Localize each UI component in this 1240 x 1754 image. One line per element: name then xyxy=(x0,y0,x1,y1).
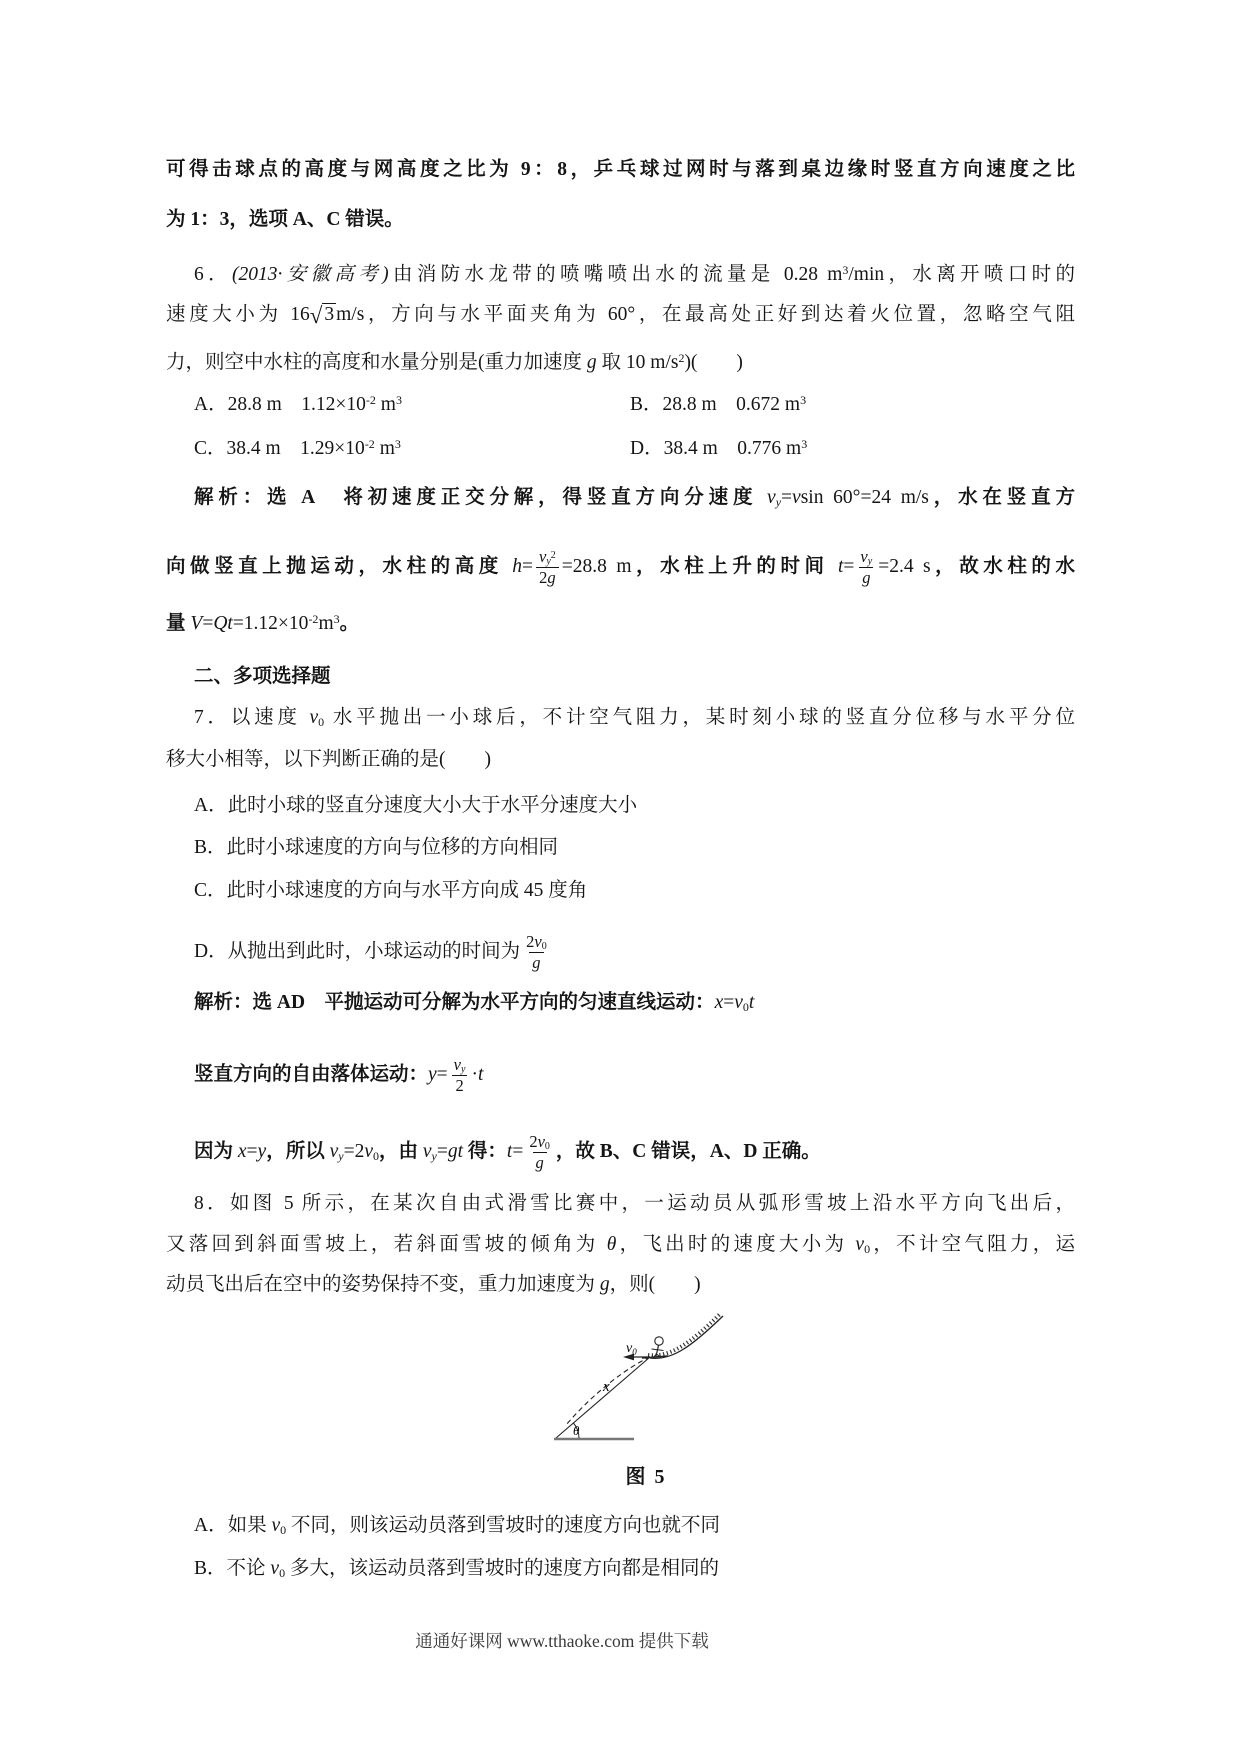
subscript: 0 xyxy=(279,1566,286,1580)
radicand: 3 xyxy=(324,304,335,325)
q6-analysis-line-3 xyxy=(166,610,1075,638)
analysis-text: 向做竖直上抛运动，水柱的高度 xyxy=(166,555,513,577)
q7-analysis-line-1 xyxy=(166,989,1075,1017)
option-value: 28.8 m 0.672 m xyxy=(662,394,801,415)
math-var-h: h xyxy=(512,555,523,577)
analysis-text: 竖直方向的自由落体运动： xyxy=(194,1063,429,1085)
q7-analysis-line-3 xyxy=(166,1132,1075,1173)
subscript: 0 xyxy=(544,1141,550,1152)
math-var-t: t xyxy=(838,555,844,577)
option-text: 从抛出到此时，小球运动的时间为 xyxy=(227,940,521,962)
math-expression: =2.4 s xyxy=(878,555,931,577)
option-label: B． xyxy=(630,394,663,415)
math-var-v: v xyxy=(537,1132,545,1151)
math-var-v: v xyxy=(309,707,319,728)
fraction xyxy=(451,1055,469,1096)
option-text: 不论 xyxy=(226,1558,271,1579)
subscript: 0 xyxy=(280,1523,287,1537)
q8-option-b xyxy=(166,1555,1075,1583)
math-equals: = xyxy=(512,1140,524,1162)
q6-analysis-line-1 xyxy=(166,484,1075,512)
math-var-x: x xyxy=(714,992,724,1013)
analysis-text: 将初速度正交分解，得竖直方向分速度 xyxy=(314,487,768,508)
math-var-theta: θ xyxy=(606,1234,617,1255)
math-equals: = xyxy=(522,555,534,577)
q8-stem-text: ，不计空气阻力，运 xyxy=(870,1234,1075,1255)
q6-exam-source: (2013·安徽高考) xyxy=(231,264,389,285)
option-label: D． xyxy=(194,940,228,962)
q8-stem-line-1 xyxy=(166,1190,1075,1218)
subscript: y xyxy=(775,495,782,509)
math-expression: =1.12×10 xyxy=(232,613,309,634)
math-equals: = xyxy=(202,613,214,634)
subscript: 0 xyxy=(742,1000,749,1014)
math-dot: · xyxy=(471,1063,478,1085)
superscript: 3 xyxy=(842,263,849,277)
fraction xyxy=(523,932,550,973)
analysis-text: ，所以 xyxy=(266,1140,330,1162)
fraction-numerator xyxy=(451,1055,469,1075)
math-var-v: v xyxy=(734,992,743,1013)
math-var-t: t xyxy=(748,992,755,1013)
analysis-text: ，水柱上升的时间 xyxy=(631,555,838,577)
math-var-g: g xyxy=(547,567,556,587)
fraction-denominator xyxy=(452,1075,466,1096)
skier-head xyxy=(655,1337,663,1345)
q6-stem-text: )( ) xyxy=(684,352,743,373)
q6-options-row-1 xyxy=(166,391,1075,419)
square-root xyxy=(309,303,336,328)
q6-stem-line-3 xyxy=(166,349,1075,377)
subscript: y xyxy=(867,556,873,567)
math-var-g: g xyxy=(535,1152,544,1172)
option-value: 28.8 m 1.12×10 xyxy=(227,394,366,415)
option-label: A． xyxy=(194,394,228,415)
subscript: y xyxy=(338,1148,344,1163)
option-label: B． xyxy=(194,1558,227,1579)
option-value: 38.4 m 0.776 m xyxy=(663,438,802,459)
q6-stem-text: 由消防水龙带的喷嘴喷出水的流量是 0.28 m xyxy=(388,264,843,285)
q8-stem-text: ，则( ) xyxy=(609,1274,701,1295)
math-var-g: g xyxy=(599,1274,610,1295)
skier-figure xyxy=(652,1337,664,1358)
fraction xyxy=(857,547,875,588)
subscript: y xyxy=(546,556,551,567)
subscript: 0 xyxy=(541,941,547,952)
math-var-g: g xyxy=(532,952,541,972)
superscript: -2 xyxy=(365,393,376,407)
math-var-v: v xyxy=(329,1140,339,1162)
math-var-v: v xyxy=(767,487,776,508)
math-var-t: t xyxy=(506,1140,513,1162)
math-expression: sin 60°=24 m/s xyxy=(800,487,929,508)
q8-stem-line-2 xyxy=(166,1231,1075,1259)
displacement-line xyxy=(556,1357,650,1438)
analysis-text: ，由 xyxy=(378,1140,423,1162)
analysis-text: 平抛运动可分解为水平方向的匀速直线运动： xyxy=(305,992,715,1013)
q8-stem-text: 又落回到斜面雪坡上，若斜面雪坡的倾角为 xyxy=(166,1234,607,1255)
option-text: 多大，该运动员落到雪坡时的速度方向都是相同的 xyxy=(285,1558,719,1579)
option-value: m xyxy=(374,438,395,459)
option-label: D． xyxy=(630,438,664,459)
math-equals: = xyxy=(436,1140,448,1162)
analysis-text: 量 xyxy=(166,613,191,634)
math-coefficient: 2 xyxy=(455,1075,464,1095)
math-equals: = xyxy=(723,992,735,1013)
q7-analysis-line-2 xyxy=(166,1055,1075,1096)
q7-option-c: C．此时小球速度的方向与水平方向成 45 度角 xyxy=(194,880,588,901)
q7-option-b: B．此时小球速度的方向与位移的方向相同 xyxy=(194,837,559,858)
q6-option-a xyxy=(194,391,630,419)
option-value: 38.4 m 1.29×10 xyxy=(226,438,365,459)
q6-options-row-2 xyxy=(166,435,1075,463)
math-var-v: v xyxy=(270,1558,280,1579)
figure-5-caption: 图 5 xyxy=(625,1466,667,1488)
math-coefficient: 2 xyxy=(526,932,535,951)
math-var-v: v xyxy=(855,1234,865,1255)
q6-stem-text: /min，水离开喷口时的 xyxy=(848,264,1075,285)
fraction xyxy=(526,1132,553,1173)
figure-5 xyxy=(546,1312,746,1444)
math-var-Qt: Qt xyxy=(213,613,233,634)
math-var-y: y xyxy=(257,1140,267,1162)
subscript: y xyxy=(461,1064,466,1075)
fraction-denominator xyxy=(529,952,543,973)
fraction-denominator xyxy=(859,567,873,588)
math-var-v: v xyxy=(271,1515,281,1536)
fraction-numerator xyxy=(536,547,559,567)
q7-option-d xyxy=(166,932,1075,973)
analysis-text: 因为 xyxy=(194,1140,238,1162)
theta-label: θ xyxy=(573,1423,580,1438)
analysis-text: ，水在竖直方 xyxy=(928,487,1075,508)
option-label: A． xyxy=(194,1515,228,1536)
analysis-text: ，故 B、C 错误，A、D 正确。 xyxy=(555,1140,821,1162)
math-equals: = xyxy=(246,1140,258,1162)
math-equals: = xyxy=(436,1063,448,1085)
option-label: C． xyxy=(194,438,227,459)
fraction xyxy=(536,547,559,588)
analysis-text: 得： xyxy=(463,1140,507,1162)
q8-stem-text: ，飞出时的速度大小为 xyxy=(616,1234,856,1255)
superscript: -2 xyxy=(308,612,319,626)
q6-stem-text: 取 10 m/s xyxy=(596,352,679,373)
math-var-g: g xyxy=(862,567,871,587)
q7-stem-line-1 xyxy=(166,704,1075,732)
superscript: 3 xyxy=(801,437,808,451)
math-var-v: v xyxy=(792,487,801,508)
q7-stem-text: 以速度 xyxy=(230,707,310,728)
math-var-v: v xyxy=(422,1140,432,1162)
math-coefficient: 2 xyxy=(529,1132,538,1151)
math-var-v: v xyxy=(453,1055,461,1074)
analysis-text: 。 xyxy=(339,613,360,634)
subscript: y xyxy=(431,1148,437,1163)
math-var-t: t xyxy=(477,1063,484,1085)
q8-stem-text: 动员飞出后在空中的姿势保持不变，重力加速度为 xyxy=(166,1274,600,1295)
q8-number: 8． xyxy=(194,1193,230,1214)
superscript: 3 xyxy=(395,393,402,407)
section-2-title: 二、多项选择题 xyxy=(194,666,331,687)
superscript: 3 xyxy=(394,437,401,451)
analysis-label: 解析：选 A xyxy=(194,487,315,508)
q6-option-c xyxy=(194,435,630,463)
option-value: m xyxy=(375,394,396,415)
math-expression: =28.8 m xyxy=(561,555,632,577)
q6-number: 6． xyxy=(194,264,232,285)
analysis-text: ，故水柱的水 xyxy=(930,555,1075,577)
superscript: 2 xyxy=(678,351,685,365)
math-var-v: v xyxy=(860,547,868,566)
q7-number: 7． xyxy=(194,707,231,728)
math-equals: = xyxy=(781,487,793,508)
fraction-numerator xyxy=(523,932,550,952)
q7-stem-line-2: 移大小相等，以下判断正确的是( ) xyxy=(166,749,491,770)
math-coefficient: 2 xyxy=(539,567,548,587)
q6-stem-text: 速度大小为 16 xyxy=(166,304,310,325)
superscript: -2 xyxy=(364,437,375,451)
math-var-v: v xyxy=(364,1140,373,1162)
q6-analysis-line-2 xyxy=(166,547,1075,588)
subscript: 0 xyxy=(372,1148,379,1163)
page-footer: 通通好课网 www.tthaoke.com 提供下载 xyxy=(415,1631,709,1651)
superscript: 3 xyxy=(800,393,807,407)
q6-option-b xyxy=(630,394,806,415)
math-var-v: v xyxy=(534,932,542,951)
option-text: 不同，则该运动员落到雪坡时的速度方向也就不同 xyxy=(286,1515,721,1536)
q6-option-d xyxy=(630,438,807,459)
math-var-y: y xyxy=(428,1063,437,1085)
q6-stem-line-1 xyxy=(166,261,1075,289)
math-var-g: g xyxy=(586,352,597,373)
q8-stem-text: 如图 5 所示，在某次自由式滑雪比赛中，一运动员从弧形雪坡上沿水平方向飞出后， xyxy=(229,1193,1075,1214)
q8-option-a xyxy=(166,1512,1075,1540)
fraction-denominator xyxy=(536,567,559,588)
q7-stem-text: 水平抛出一小球后，不计空气阻力，某时刻小球的竖直分位移与水平分位 xyxy=(324,707,1075,728)
fraction-denominator xyxy=(533,1152,547,1173)
math-unit: m xyxy=(318,613,334,634)
math-var-V: V xyxy=(190,613,203,634)
q6-stem-text: 力，则空中水柱的高度和水量分别是(重力加速度 xyxy=(166,352,587,373)
q6-stem-line-2 xyxy=(166,301,1075,330)
superscript: 2 xyxy=(550,550,556,561)
math-expression: =2 xyxy=(343,1140,365,1162)
radical-sign: √ xyxy=(309,303,323,328)
math-var-x: x xyxy=(237,1140,247,1162)
subscript: 0 xyxy=(318,715,325,729)
analysis-label: 解析：选 AD xyxy=(194,992,306,1013)
skier-arms xyxy=(652,1349,664,1351)
math-equals: = xyxy=(843,555,855,577)
fraction-numerator xyxy=(857,547,875,567)
q6-stem-text: m/s，方向与水平面夹角为 60°，在最高处正好到达着火位置，忽略空气阻 xyxy=(336,304,1075,325)
q7-option-a: A．此时小球的竖直分速度大小大于水平分速度大小 xyxy=(194,795,638,816)
superscript: 3 xyxy=(333,612,340,626)
x-label: x xyxy=(603,1379,610,1395)
prev-analysis-line-1: 可得击球点的高度与网高度之比为 9：8，乒乓球过网时与落到桌边缘时竖直方向速度之比 xyxy=(166,159,1075,180)
fraction-numerator xyxy=(526,1132,553,1152)
v0-label: $v_0$ xyxy=(626,1341,637,1357)
math-var-gt: gt xyxy=(447,1140,464,1162)
option-text: 如果 xyxy=(227,1515,272,1536)
q8-stem-line-3 xyxy=(166,1271,1075,1299)
figure-5-diagram xyxy=(546,1312,746,1444)
subscript: 0 xyxy=(864,1242,871,1256)
prev-analysis-line-2: 为 1：3，选项 A、C 错误。 xyxy=(166,209,404,230)
math-var-v: v xyxy=(539,547,547,566)
